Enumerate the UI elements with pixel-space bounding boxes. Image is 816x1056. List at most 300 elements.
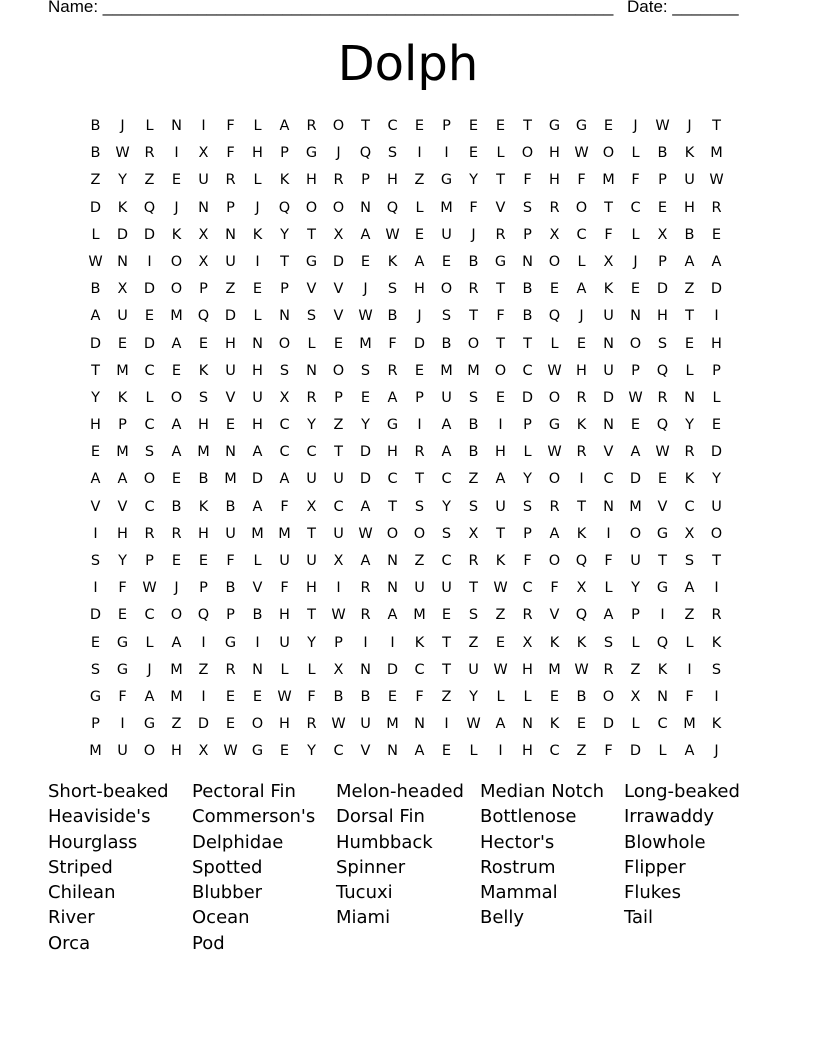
grid-letter: E — [414, 118, 425, 134]
grid-letter: F — [388, 335, 397, 352]
grid-letter: H — [252, 417, 263, 434]
grid-letter: M — [602, 172, 615, 189]
grid-letter: X — [306, 498, 317, 515]
grid-letter: H — [387, 444, 398, 461]
grid-letter: E — [414, 362, 425, 379]
grid-letter: K — [279, 172, 290, 189]
grid-letter: Z — [144, 172, 155, 189]
word-item: Pod — [192, 932, 225, 954]
grid-letter: L — [496, 145, 505, 162]
word-item: Belly — [480, 907, 525, 929]
grid-letter: X — [198, 226, 209, 243]
grid-letter: K — [576, 525, 587, 542]
grid-letter: S — [441, 308, 452, 325]
page-title: Dolph — [337, 36, 479, 92]
grid-letter: K — [198, 362, 209, 379]
grid-letter: K — [252, 226, 263, 243]
grid-letter: J — [687, 118, 692, 134]
grid-letter: C — [144, 362, 155, 379]
grid-letter: D — [143, 335, 156, 352]
grid-letter: S — [441, 525, 452, 542]
grid-letter: N — [279, 308, 290, 325]
grid-letter: S — [144, 444, 155, 461]
grid-letter: B — [225, 498, 236, 515]
grid-letter: P — [442, 118, 451, 134]
grid-letter: E — [360, 389, 371, 406]
grid-letter: T — [496, 172, 505, 189]
grid-letter: D — [710, 444, 723, 461]
grid-letter: O — [548, 253, 561, 270]
grid-letter: B — [468, 444, 479, 461]
grid-letter: N — [225, 444, 236, 461]
grid-letter: F — [631, 172, 640, 189]
grid-letter: L — [496, 688, 505, 705]
grid-letter: T — [415, 471, 424, 488]
grid-letter: Y — [631, 580, 640, 597]
grid-letter: D — [359, 444, 372, 461]
grid-letter: R — [468, 553, 479, 569]
grid-letter: W — [709, 172, 724, 189]
grid-letter: H — [414, 281, 425, 298]
grid-letter: O — [521, 145, 534, 162]
grid-letter: O — [440, 281, 453, 298]
grid-letter: X — [333, 226, 344, 243]
grid-letter: H — [252, 145, 263, 162]
grid-letter: Z — [333, 417, 344, 434]
grid-letter: P — [226, 607, 235, 624]
grid-letter: S — [468, 498, 479, 515]
grid-letter: T — [280, 253, 289, 270]
grid-letter: J — [471, 226, 476, 243]
grid-letter: D — [116, 226, 129, 243]
grid-letter: U — [225, 362, 236, 379]
grid-letter: I — [255, 253, 260, 270]
grid-letter: R — [576, 444, 587, 461]
grid-letter: W — [385, 226, 400, 243]
grid-letter: G — [440, 172, 453, 189]
grid-letter: U — [333, 525, 344, 542]
grid-letter: I — [255, 634, 260, 651]
word-item: Long-beaked — [624, 781, 740, 802]
grid-letter: D — [197, 716, 210, 733]
grid-letter: X — [630, 688, 641, 705]
grid-letter: C — [387, 471, 398, 488]
grid-letter: D — [89, 607, 102, 624]
grid-letter: Z — [441, 688, 452, 705]
grid-letter: N — [117, 253, 128, 270]
grid-letter: Q — [359, 145, 372, 162]
grid-letter: F — [307, 688, 316, 705]
word-item: Flipper — [624, 856, 686, 878]
grid-letter: U — [603, 308, 614, 325]
word-item: Short-beaked — [48, 781, 169, 802]
grid-letter: E — [117, 335, 128, 352]
grid-letter: R — [225, 172, 236, 189]
grid-letter: I — [606, 525, 611, 542]
grid-letter: C — [387, 118, 398, 134]
grid-letter: O — [548, 471, 561, 488]
grid-letter: C — [333, 498, 344, 515]
grid-letter: M — [359, 335, 372, 352]
grid-letter: Q — [548, 308, 561, 325]
grid-letter: Z — [684, 281, 695, 298]
grid-letter: W — [547, 362, 562, 379]
grid-letter: R — [144, 145, 155, 162]
grid-letter: C — [144, 498, 155, 515]
grid-letter: P — [712, 362, 721, 379]
grid-letter: A — [441, 417, 452, 434]
grid-letter: H — [279, 607, 290, 624]
grid-letter: I — [660, 607, 665, 624]
word-item: Irrawaddy — [624, 806, 715, 828]
grid-letter: A — [603, 607, 614, 624]
grid-letter: E — [117, 607, 128, 624]
grid-letter: Z — [468, 634, 479, 651]
grid-letter: S — [90, 661, 101, 678]
grid-letter: F — [604, 553, 613, 569]
grid-letter: F — [118, 580, 127, 597]
grid-letter: D — [602, 716, 615, 733]
grid-letter: I — [579, 471, 584, 488]
grid-letter: N — [360, 199, 371, 216]
grid-letter: U — [441, 389, 452, 406]
grid-letter: L — [550, 335, 559, 352]
word-item: Melon-headed — [336, 781, 464, 802]
grid-letter: S — [603, 634, 614, 651]
grid-letter: Q — [143, 199, 156, 216]
grid-letter: N — [414, 716, 425, 733]
grid-letter: L — [523, 444, 532, 461]
grid-letter: Z — [468, 471, 479, 488]
grid-letter: N — [306, 362, 317, 379]
grid-letter: W — [115, 145, 130, 162]
grid-letter: F — [226, 553, 235, 569]
grid-letter: T — [388, 498, 397, 515]
grid-letter: M — [278, 525, 291, 542]
grid-letter: E — [360, 253, 371, 270]
grid-letter: T — [577, 498, 586, 515]
grid-letter: S — [522, 199, 533, 216]
grid-letter: T — [496, 281, 505, 298]
grid-letter: W — [628, 389, 643, 406]
grid-letter: P — [523, 525, 532, 542]
grid-letter: Q — [656, 634, 669, 651]
grid-letter: H — [306, 580, 317, 597]
grid-letter: F — [226, 118, 235, 134]
grid-letter: E — [603, 118, 614, 134]
grid-letter: L — [307, 661, 316, 678]
grid-letter: D — [710, 281, 723, 298]
grid-letter: A — [576, 281, 587, 298]
grid-letter: O — [575, 199, 588, 216]
grid-letter: U — [279, 553, 290, 569]
grid-letter: M — [170, 661, 183, 678]
grid-letter: O — [629, 335, 642, 352]
word-item: Commerson's — [192, 806, 316, 828]
grid-letter: O — [143, 743, 156, 760]
grid-letter: A — [684, 253, 695, 270]
grid-letter: R — [711, 607, 722, 624]
word-item: Tucuxi — [336, 882, 393, 904]
grid-letter: E — [711, 226, 722, 243]
grid-letter: P — [415, 389, 424, 406]
word-item: Orca — [48, 932, 91, 954]
grid-letter: G — [656, 525, 669, 542]
grid-letter: M — [386, 716, 399, 733]
grid-letter: A — [171, 444, 182, 461]
grid-letter: D — [656, 281, 669, 298]
grid-letter: L — [307, 335, 316, 352]
grid-letter: K — [171, 226, 182, 243]
grid-letter: N — [360, 661, 371, 678]
grid-letter: K — [603, 281, 614, 298]
header — [48, 0, 748, 19]
grid-letter: G — [116, 661, 129, 678]
letter-grid — [82, 113, 730, 766]
grid-letter: D — [143, 281, 156, 298]
grid-letter: L — [658, 743, 667, 760]
grid-letter: W — [331, 716, 346, 733]
grid-letter: X — [279, 389, 290, 406]
grid-letter: O — [251, 716, 264, 733]
grid-letter: N — [387, 580, 398, 597]
grid-letter: U — [225, 253, 236, 270]
grid-letter: R — [711, 199, 722, 216]
grid-letter: A — [171, 634, 182, 651]
date-line: Date: _______ — [627, 0, 739, 16]
grid-letter: P — [334, 634, 343, 651]
grid-letter: N — [171, 118, 182, 134]
grid-letter: L — [604, 580, 613, 597]
grid-letter: G — [305, 145, 318, 162]
grid-letter: U — [117, 743, 128, 760]
name-line: Name: ______________________________________________________ — [48, 0, 614, 16]
grid-letter: I — [417, 145, 422, 162]
grid-letter: U — [441, 226, 452, 243]
grid-letter: H — [306, 172, 317, 189]
word-item: Ocean — [192, 907, 250, 929]
grid-letter: N — [387, 553, 398, 569]
grid-letter: K — [576, 634, 587, 651]
grid-letter: A — [495, 716, 506, 733]
grid-letter: W — [466, 716, 481, 733]
grid-letter: A — [117, 471, 128, 488]
grid-letter: I — [174, 145, 179, 162]
grid-letter: B — [441, 335, 452, 352]
grid-letter: F — [415, 688, 424, 705]
grid-letter: E — [495, 389, 506, 406]
grid-letter: L — [523, 688, 532, 705]
grid-letter: U — [306, 471, 317, 488]
grid-letter: F — [469, 199, 478, 216]
word-item: Hourglass — [48, 831, 138, 853]
grid-letter: P — [631, 362, 640, 379]
grid-letter: M — [440, 362, 453, 379]
grid-letter: C — [306, 444, 317, 461]
grid-letter: E — [576, 335, 587, 352]
grid-letter: A — [684, 743, 695, 760]
grid-letter: O — [305, 199, 318, 216]
grid-letter: O — [143, 471, 156, 488]
grid-letter: S — [387, 281, 398, 298]
grid-letter: U — [711, 498, 722, 515]
grid-letter: K — [387, 253, 398, 270]
grid-letter: N — [387, 743, 398, 760]
grid-letter: W — [574, 661, 589, 678]
grid-letter: B — [360, 688, 371, 705]
grid-letter: A — [414, 253, 425, 270]
grid-letter: D — [143, 226, 156, 243]
grid-letter: E — [630, 417, 641, 434]
grid-letter: E — [225, 716, 236, 733]
grid-letter: L — [712, 389, 721, 406]
grid-letter: Y — [469, 688, 478, 705]
grid-letter: B — [90, 118, 101, 134]
grid-letter: T — [361, 118, 370, 134]
grid-letter: A — [252, 498, 263, 515]
grid-letter: A — [171, 417, 182, 434]
grid-letter: E — [198, 335, 209, 352]
grid-letter: C — [684, 498, 695, 515]
grid-letter: A — [711, 253, 722, 270]
grid-letter: F — [523, 172, 532, 189]
grid-letter: F — [226, 145, 235, 162]
grid-letter: M — [224, 471, 237, 488]
grid-letter: I — [336, 580, 341, 597]
grid-letter: X — [657, 226, 668, 243]
grid-letter: D — [89, 199, 102, 216]
grid-letter: N — [522, 253, 533, 270]
grid-letter: D — [602, 389, 615, 406]
grid-letter: R — [495, 226, 506, 243]
grid-letter: F — [280, 580, 289, 597]
grid-letter: Y — [685, 417, 694, 434]
grid-letter: C — [522, 362, 533, 379]
grid-letter: E — [144, 308, 155, 325]
grid-letter: P — [658, 172, 667, 189]
grid-letter: U — [603, 362, 614, 379]
grid-letter: L — [145, 118, 154, 134]
word-item: Delphidae — [192, 831, 284, 853]
word-item: Mammal — [480, 882, 558, 904]
grid-letter: I — [201, 118, 206, 134]
grid-letter: J — [633, 253, 638, 270]
grid-letter: J — [174, 199, 179, 216]
grid-letter: E — [495, 118, 506, 134]
grid-letter: A — [684, 580, 695, 597]
grid-letter: Y — [307, 417, 316, 434]
grid-letter: P — [199, 580, 208, 597]
grid-letter: P — [226, 199, 235, 216]
grid-letter: F — [280, 498, 289, 515]
grid-letter: E — [576, 716, 587, 733]
grid-letter: S — [468, 389, 479, 406]
grid-letter: B — [468, 253, 479, 270]
grid-letter: U — [306, 553, 317, 569]
grid-letter: W — [277, 688, 292, 705]
grid-letter: R — [360, 580, 371, 597]
grid-letter: Y — [442, 498, 451, 515]
grid-letter: M — [89, 743, 102, 760]
grid-letter: B — [171, 498, 182, 515]
grid-letter: D — [251, 471, 264, 488]
grid-letter: L — [577, 253, 586, 270]
grid-letter: M — [548, 661, 561, 678]
grid-letter: X — [198, 253, 209, 270]
grid-letter: V — [252, 580, 263, 597]
grid-letter: F — [604, 743, 613, 760]
grid-letter: X — [333, 661, 344, 678]
grid-letter: E — [657, 199, 668, 216]
grid-letter: F — [604, 226, 613, 243]
grid-letter: Y — [118, 172, 127, 189]
word-item: Tail — [624, 907, 654, 929]
grid-letter: B — [90, 145, 101, 162]
grid-letter: G — [89, 688, 102, 705]
grid-letter: M — [413, 607, 426, 624]
grid-letter: Q — [656, 362, 669, 379]
grid-letter: I — [714, 580, 719, 597]
grid-letter: E — [468, 145, 479, 162]
grid-letter: O — [170, 607, 183, 624]
grid-letter: F — [523, 553, 532, 569]
word-item: Humbback — [336, 831, 433, 853]
grid-letter: D — [386, 661, 399, 678]
grid-letter: D — [89, 335, 102, 352]
grid-letter: T — [334, 444, 343, 461]
grid-letter: N — [603, 417, 614, 434]
grid-letter: A — [144, 688, 155, 705]
grid-letter: N — [684, 389, 695, 406]
grid-letter: T — [523, 118, 532, 134]
grid-letter: H — [171, 743, 182, 760]
grid-letter: I — [201, 634, 206, 651]
grid-letter: M — [440, 199, 453, 216]
grid-letter: E — [171, 172, 182, 189]
grid-letter: T — [496, 335, 505, 352]
grid-letter: N — [603, 498, 614, 515]
grid-letter: L — [253, 553, 262, 569]
grid-letter: M — [710, 145, 723, 162]
grid-letter: S — [279, 362, 290, 379]
grid-letter: O — [170, 253, 183, 270]
grid-letter: H — [252, 362, 263, 379]
grid-letter: K — [117, 389, 128, 406]
grid-letter: R — [549, 199, 560, 216]
grid-letter: R — [468, 281, 479, 298]
grid-letter: J — [714, 743, 719, 760]
grid-letter: S — [711, 661, 722, 678]
grid-letter: E — [225, 688, 236, 705]
word-bank — [48, 779, 768, 956]
grid-letter: I — [714, 308, 719, 325]
grid-letter: E — [171, 553, 182, 569]
grid-letter: I — [147, 253, 152, 270]
grid-letter: W — [655, 118, 670, 134]
grid-letter: M — [251, 525, 264, 542]
grid-letter: H — [495, 444, 506, 461]
word-item: Pectoral Fin — [192, 781, 296, 802]
grid-letter: B — [657, 145, 668, 162]
grid-letter: R — [306, 389, 317, 406]
grid-letter: R — [657, 389, 668, 406]
grid-letter: E — [441, 743, 452, 760]
grid-letter: H — [576, 362, 587, 379]
grid-letter: Y — [91, 389, 100, 406]
grid-letter: I — [714, 688, 719, 705]
grid-letter: K — [684, 145, 695, 162]
grid-letter: L — [631, 226, 640, 243]
